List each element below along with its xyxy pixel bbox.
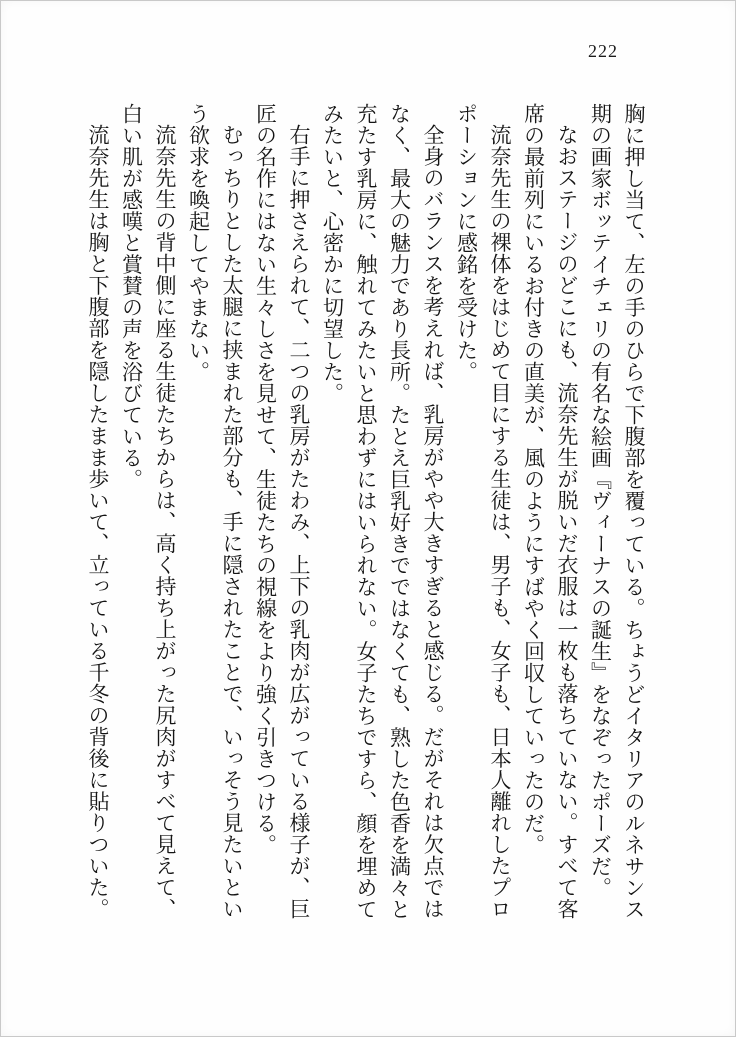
paragraph: 流奈先生の背中側に座る生徒たちからは、高く持ち上がった尻肉がすべて見えて、白い肌が感嘆と賞賛の声を浴びている。 xyxy=(119,103,177,920)
paragraph: むっちりとした太腿に挟まれた部分も、手に隠されたことで、いっそう見たいという欲求を喚起してやまない。 xyxy=(186,103,244,920)
paragraph: 全身のバランスを考えれば、乳房がやや大きすぎると感じる。だがそれは欠点ではなく、最大の魅力であり長所。たとえ巨乳好きでではなくても、熟した色香を満々と充たす乳房に、触れてみたいと思わずにはいられない。女子たちですら、顔を埋めてみたいと、心密かに切望した。 xyxy=(320,103,445,920)
paragraph: なおステージのどこにも、流奈先生が脱いだ衣服は一枚も落ちていない。すべて客席の最前列にいるお付きの直美が、風のようにすばやく回収していったのだ。 xyxy=(521,103,579,920)
paragraph: 右手に押さえられて、二つの乳房がたわみ、上下の乳肉が広がっている様子が、巨匠の名作にはない生々しさを見せて、生徒たちの視線をより強く引きつける。 xyxy=(253,103,311,920)
paragraph: 流奈先生の裸体をはじめて目にする生徒は、男子も、女子も、日本人離れしたプロポーションに感銘を受けた。 xyxy=(454,103,512,920)
paragraph-continuation: 胸に押し当て、左の手のひらで下腹部を覆っている。ちょうどイタリアのルネサンス期の画家ボッテイチェリの有名な絵画『ヴィーナスの誕生』をなぞったポーズだ。 xyxy=(588,103,646,920)
paragraph: 流奈先生は胸と下腹部を隠したまま歩いて、立っている千冬の背後に貼りついた。 xyxy=(86,124,110,920)
page-text-body xyxy=(81,103,651,925)
page-number: 222 xyxy=(588,41,618,61)
